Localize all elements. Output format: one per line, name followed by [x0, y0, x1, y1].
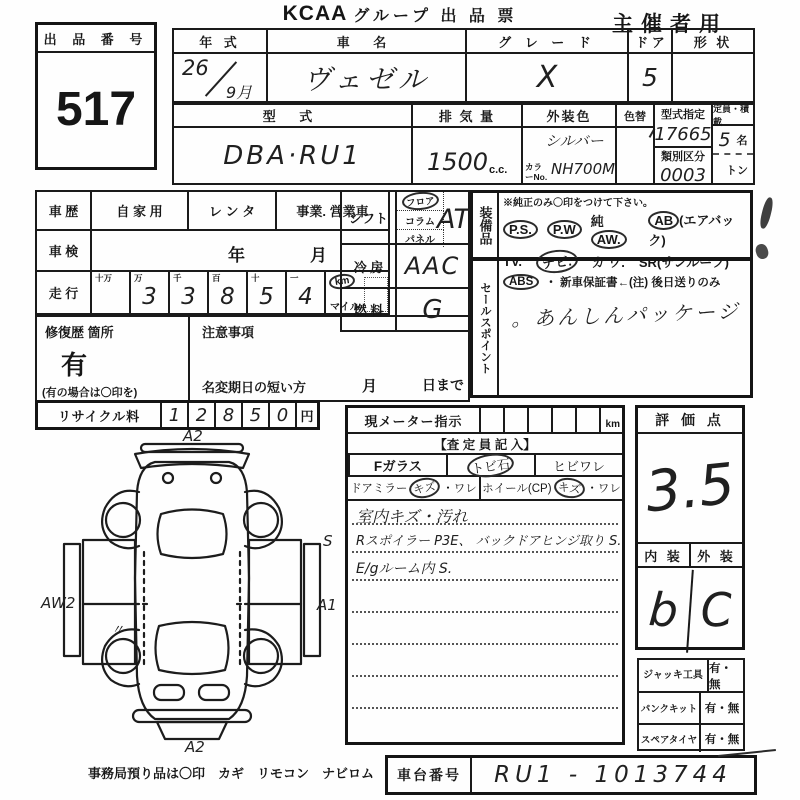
note-ruled-line — [352, 643, 618, 645]
door-value: 5 — [627, 52, 673, 103]
rating-score: 3.5 — [642, 451, 738, 525]
year-value: 26 — [182, 56, 209, 80]
colorchange-cell — [615, 126, 655, 185]
stone-chip-cell — [448, 453, 536, 477]
type-designation-cell — [653, 103, 713, 185]
lot-number-value: 517 — [55, 82, 137, 136]
note-ruled-line — [352, 523, 618, 525]
caution-label: 注意事項 — [202, 325, 255, 340]
wheel-crack: ・ワレ — [586, 483, 621, 495]
shaken-year-suffix: 年 — [228, 246, 245, 265]
shift-option-column: コラム — [397, 211, 444, 230]
digit-value — [92, 284, 129, 310]
wheel-rear-right — [244, 503, 278, 537]
front-grille — [157, 722, 227, 739]
name-change-month: 月 — [362, 378, 378, 395]
rating-box — [635, 405, 745, 650]
mirror-scratch-circled: キズ — [408, 475, 442, 500]
note-ruled-line — [352, 611, 618, 613]
rating-label: 評 価 点 — [638, 408, 742, 434]
digit-header: 千 — [173, 273, 182, 283]
displacement-unit: c.c. — [489, 164, 508, 176]
headlight-left — [154, 685, 184, 700]
history-private: 自 家 用 — [90, 190, 189, 231]
meter-digit-box — [529, 408, 553, 434]
wheel-cell — [481, 477, 622, 501]
class-division-value: 0003 — [660, 164, 706, 186]
shape-cell — [671, 52, 755, 103]
accessories-box — [637, 658, 745, 751]
spare-tire-label: スペアタイヤ — [639, 725, 701, 752]
name-change-label: 名変期日の短い方 — [202, 380, 307, 395]
shift-value: AT — [437, 204, 470, 235]
note-ruled-line — [352, 675, 618, 677]
recycle-fee-label: リサイクル料 — [38, 403, 162, 427]
class-division-label: 類別区分 — [655, 146, 711, 163]
recycle-digit: 8 — [216, 403, 243, 427]
digit-header: 一 — [290, 273, 299, 283]
history-rental: レ ン タ — [187, 190, 277, 231]
digit-value: 5 — [259, 284, 274, 310]
front-glass-label: Fガラス — [348, 453, 448, 477]
exterior-grade: C — [698, 581, 735, 638]
grade-header: グ レ ー ド — [465, 28, 629, 54]
meter-digit-box — [577, 408, 601, 434]
digit-value: 3 — [181, 284, 196, 310]
digit-header: 万 — [134, 273, 143, 283]
mileage-digit-cell — [129, 270, 170, 315]
chassis-number-value: RU1 - 1013744 — [494, 762, 732, 788]
equipment-label: 装備品 — [473, 193, 499, 257]
history-header: 車 歴 — [35, 190, 92, 231]
digit-value: 4 — [298, 284, 313, 310]
exterior-label: 外 装 — [697, 548, 736, 564]
mileage-digit-cell — [168, 270, 209, 315]
sales-point-box — [470, 258, 753, 398]
office-items-note: 事務局預り品は〇印 カギ リモコン ナビロム — [88, 766, 375, 781]
repair-history-value: 有 — [61, 350, 88, 380]
damage-code-right-top: S — [323, 532, 333, 550]
digit-value: 3 — [142, 284, 157, 310]
repair-history-box — [35, 315, 190, 402]
carname-value: ヴェゼル — [266, 52, 467, 103]
recycle-unit: 円 — [300, 408, 314, 424]
model-header: 型 式 — [172, 103, 413, 128]
colorno-label: カラーNo. — [525, 162, 548, 183]
repair-history-note: (有の場合は〇印を) — [42, 387, 138, 399]
grade-value: X — [465, 52, 629, 103]
meter-unit: km — [601, 408, 622, 434]
audience-label: 主催者用 — [612, 13, 728, 36]
fuel-header: 燃 料 — [340, 287, 397, 332]
capacity-label: 定員・積載 — [713, 105, 753, 126]
interior-label: 内 装 — [638, 544, 691, 566]
equip-airbag: (エアバック) — [648, 213, 735, 248]
meter-digit-box — [553, 408, 577, 434]
colorchange-header: 色替 — [615, 103, 655, 128]
bodycolor-cell — [521, 126, 617, 185]
equip-warranty-note: ・ 新車保証書←(注) 後日送りのみ — [545, 277, 721, 289]
headlight-right — [199, 685, 229, 700]
mileage-digit-cell — [285, 270, 326, 315]
ac-header: 冷 房 — [340, 243, 397, 289]
meter-label: 現メーター指示 — [348, 408, 481, 434]
model-value: DBA·RU1 — [172, 126, 413, 185]
recycle-digit: 2 — [189, 403, 216, 427]
meter-digit-box — [481, 408, 505, 434]
wheel-rear-left — [106, 503, 140, 537]
equip-ab-circled: AB — [648, 211, 679, 230]
equipment-box — [470, 190, 753, 289]
equip-pw-circled: P.W — [547, 220, 582, 239]
lot-number-box — [35, 22, 157, 170]
equip-leather: カ ワ. — [591, 255, 625, 270]
month-value: 9月 — [226, 83, 253, 102]
load-unit: トン — [726, 165, 748, 177]
note-ruled-line — [352, 579, 618, 581]
rear-wiper-pivot — [163, 473, 173, 483]
bodycolor-value: シルバー — [545, 132, 604, 150]
chassis-number-box — [385, 755, 757, 795]
jack-tools-label: ジャッキ工具 — [639, 660, 709, 691]
equip-sunroof: SR(サンルーフ) — [638, 255, 729, 270]
note-ruled-line — [352, 551, 618, 553]
equip-tv: TV. — [503, 254, 523, 269]
type-designation-value: 17665 — [654, 123, 712, 145]
rear-window — [158, 510, 227, 559]
brand-logo: KCAA — [282, 2, 348, 25]
displacement-value: 1500 — [427, 148, 489, 176]
surveyor-header: 【査 定 員 記 入】 — [434, 437, 536, 452]
damage-code-left-small: 〃 — [111, 623, 125, 638]
note-ruled-line — [352, 707, 618, 709]
damage-code-top: A2 — [183, 428, 203, 445]
sales-point-value: 。あんしんパッケージ — [510, 298, 742, 331]
ink-smudge — [758, 196, 774, 229]
puncture-kit-label: パンクキット — [639, 693, 701, 723]
puncture-kit-value: 有・無 — [704, 703, 740, 715]
digit-value: 8 — [220, 284, 235, 310]
interior-grade: b — [635, 566, 694, 652]
car-body-outline — [135, 462, 249, 719]
displacement-cell — [411, 126, 523, 185]
chassis-number-label: 車台番号 — [388, 758, 472, 792]
windshield — [156, 622, 229, 674]
mirror-label: ドアミラー — [350, 483, 408, 495]
inspection-note: 室内キズ・汚れ — [356, 507, 468, 526]
stone-chip-circled: トビ石 — [466, 450, 516, 479]
unit-km-circled: km — [328, 272, 356, 291]
shaken-month-suffix: 月 — [310, 246, 327, 265]
inspection-note: E/gルーム内 S. — [356, 561, 453, 577]
crack-cell: ヒビワレ — [536, 453, 622, 477]
door-header: ド ア — [627, 28, 673, 54]
digit-header: 十 — [251, 273, 260, 283]
capacity-value: 5 — [718, 128, 731, 151]
digit-header: 百 — [212, 273, 221, 283]
equip-jun: 純 — [590, 213, 604, 229]
equip-ps-circled: P.S. — [503, 220, 538, 239]
sheet-title — [250, 0, 550, 28]
type-designation-label: 型式指定 — [661, 108, 705, 121]
shift-option-floor-circled: フロア — [401, 190, 439, 211]
digit-header: 十万 — [95, 273, 113, 283]
shift-header: シフト — [340, 190, 397, 245]
wheel-scratch-circled: キズ — [552, 476, 585, 500]
colorno-value: NH700M — [551, 160, 616, 178]
sheet-title-text: グループ 出 品 票 — [353, 7, 518, 25]
fuel-value: G — [395, 287, 470, 332]
recycle-fee-row — [35, 400, 320, 430]
ac-value: AAC — [395, 243, 470, 289]
equip-aw-circled: AW. — [591, 230, 627, 249]
damage-code-right-mid: A1 — [317, 596, 337, 614]
history-business: 事業. 営業車 — [275, 190, 390, 231]
mirror-crack: ・ワレ — [442, 483, 477, 495]
rear-wiper-pivot — [211, 473, 221, 483]
recycle-digit: 0 — [270, 403, 297, 427]
recycle-digit: 5 — [243, 403, 270, 427]
lot-number-label: 出 品 番 号 — [38, 25, 154, 53]
mileage-digit-cell — [207, 270, 248, 315]
displacement-header: 排 気 量 — [411, 103, 523, 128]
mileage-digit-cell — [90, 270, 131, 315]
wheel-label: ホイール(CP) — [482, 483, 552, 495]
inspection-box — [345, 405, 625, 745]
damage-code-left: AW2 — [41, 594, 76, 612]
fender-front-right — [245, 629, 282, 686]
name-change-day: 日まで — [422, 377, 464, 393]
damage-code-bottom: A2 — [185, 738, 205, 755]
mileage-digit-cell — [246, 270, 287, 315]
unit-mile: マイル — [330, 302, 360, 313]
shape-header: 形 状 — [671, 28, 755, 54]
year-cell — [172, 52, 268, 103]
ink-smudge — [754, 243, 770, 261]
recycle-digit: 1 — [162, 403, 189, 427]
capacity-unit: 名 — [736, 134, 748, 147]
car-damage-diagram — [35, 428, 345, 755]
shaken-header: 車 検 — [35, 229, 92, 272]
meter-digit-box — [505, 408, 529, 434]
equip-navi-circled: ナビ. — [535, 248, 579, 275]
mileage-header: 走 行 — [35, 270, 92, 315]
jack-tools-value: 有・無 — [709, 662, 732, 691]
mirror-cell — [348, 477, 481, 501]
capacity-cell — [711, 103, 755, 185]
carname-header: 車 名 — [266, 28, 467, 54]
sales-point-label: セールスポイント — [473, 261, 499, 395]
equipment-note: ※純正のみ〇印をつけて下さい。 — [503, 198, 653, 209]
equip-abs-circled: ABS — [503, 274, 539, 290]
inspection-note: Rスポイラー P3E、 バックドアヒンジ取り S. — [356, 534, 622, 549]
shift-option-panel: パネル — [397, 230, 444, 247]
repair-history-label: 修復歴 箇所 — [45, 325, 114, 340]
shift-cell — [395, 190, 470, 245]
bodycolor-header: 外装色 — [521, 103, 617, 128]
spare-tire-value: 有・無 — [704, 733, 740, 746]
year-header: 年 式 — [172, 28, 268, 54]
